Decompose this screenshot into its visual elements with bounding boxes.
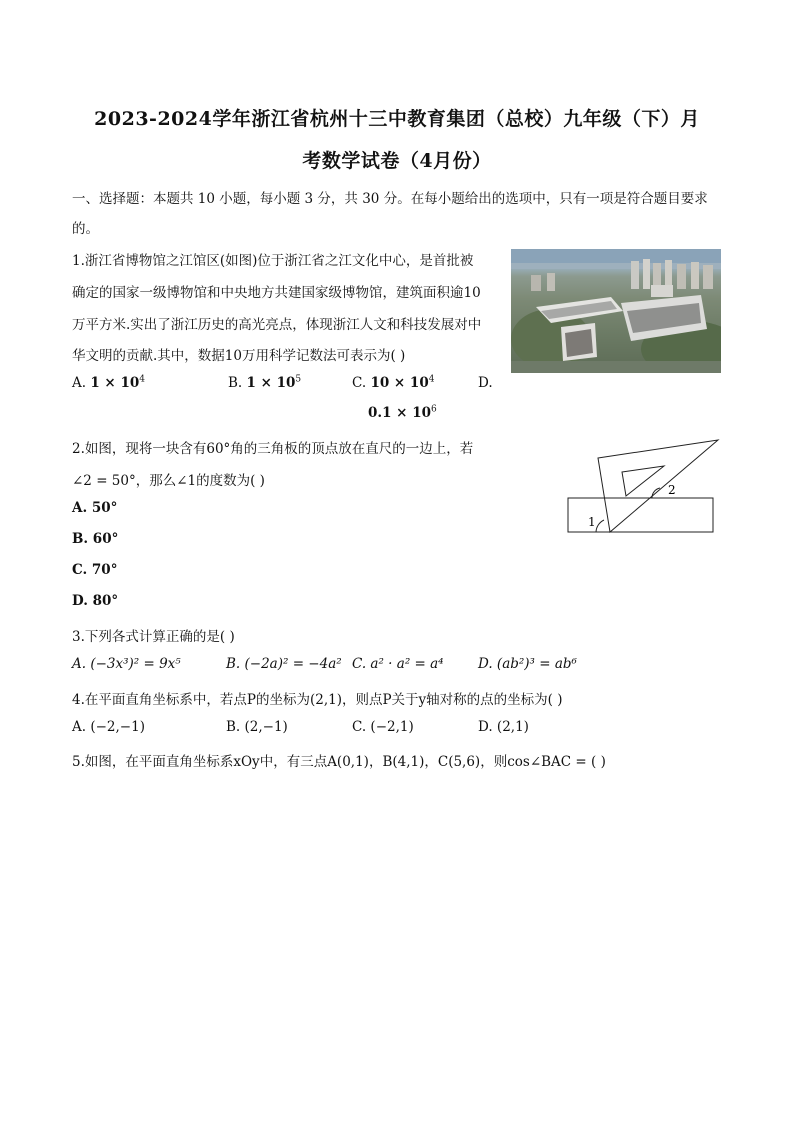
angle1-label: 1 bbox=[588, 515, 596, 529]
q2-option-c: C. 70° bbox=[72, 562, 118, 578]
q1-option-a-base: 1 × 10 bbox=[90, 375, 140, 391]
q2-stem-line2: ∠2 = 50°，那么∠1的度数为( ) bbox=[72, 473, 265, 489]
q2-option-a: A. 50° bbox=[72, 500, 118, 516]
exam-title-line1: 2023-2024学年浙江省杭州十三中教育集团（总校）九年级（下）月 bbox=[94, 108, 700, 130]
q1-option-c-exp: 4 bbox=[428, 374, 435, 385]
q3-option-d: D. (ab²)³ = ab⁶ bbox=[478, 656, 577, 672]
museum-photo-illustration bbox=[511, 249, 721, 373]
q4-option-d: D. (2,1) bbox=[478, 719, 529, 735]
q1-option-b-exp: 5 bbox=[295, 374, 302, 385]
q3-option-a: A. (−3x³)² = 9x⁵ bbox=[72, 656, 181, 672]
q1-option-b bbox=[228, 375, 301, 391]
q3-option-b: B. (−2a)² = −4a² bbox=[226, 656, 342, 672]
q2-stem-line1: 2.如图，现将一块含有60°角的三角板的顶点放在直尺的一边上，若 bbox=[72, 441, 474, 457]
q1-option-b-label: B. bbox=[228, 375, 243, 391]
q1-stem-line4: 华文明的贡献.其中，数据10万用科学记数法可表示为( ) bbox=[72, 348, 406, 364]
q1-option-c-base: 10 × 10 bbox=[370, 375, 429, 391]
q1-option-d-base: 0.1 × 10 bbox=[368, 405, 431, 421]
q1-option-c bbox=[352, 375, 434, 391]
q4-stem: 4.在平面直角坐标系中，若点P的坐标为(2,1)，则点P关于y轴对称的点的坐标为( ) bbox=[72, 692, 563, 708]
q1-stem-line1: 1.浙江省博物馆之江馆区(如图)位于浙江省之江文化中心，是首批被 bbox=[72, 253, 474, 269]
q1-stem-line3: 万平方米.实出了浙江历史的高光亮点，体现浙江人文和科技发展对中 bbox=[72, 317, 482, 333]
exam-title-line2: 考数学试卷（4月份） bbox=[302, 150, 492, 172]
q2-option-b: B. 60° bbox=[72, 531, 119, 547]
q4-option-b: B. (2,−1) bbox=[226, 719, 288, 735]
q1-stem-line2: 确定的国家一级博物馆和中央地方共建国家级博物馆，建筑面积逾10 bbox=[72, 285, 481, 301]
museum-aerial-photo bbox=[511, 249, 721, 373]
angle2-label: 2 bbox=[668, 483, 676, 497]
q2-option-d: D. 80° bbox=[72, 593, 119, 609]
angle1-arc bbox=[596, 520, 604, 532]
q1-option-a bbox=[72, 375, 145, 391]
q1-option-c-label: C. bbox=[352, 375, 367, 391]
q1-option-d bbox=[368, 405, 437, 421]
section-heading-line2: 的。 bbox=[72, 221, 99, 237]
q1-option-a-exp: 4 bbox=[139, 374, 145, 385]
triangle-outer bbox=[598, 440, 718, 532]
ruler-triangle-diagram bbox=[560, 436, 725, 536]
q1-option-a-label: A. bbox=[72, 375, 87, 391]
q4-option-a: A. (−2,−1) bbox=[72, 719, 145, 735]
q4-option-c: C. (−2,1) bbox=[352, 719, 414, 735]
q1-option-b-base: 1 × 10 bbox=[246, 375, 296, 391]
q1-option-d-label: D. bbox=[478, 375, 493, 391]
q3-stem: 3.下列各式计算正确的是( ) bbox=[72, 629, 235, 645]
q3-option-c: C. a² · a² = a⁴ bbox=[352, 656, 444, 672]
q1-option-d-exp: 6 bbox=[431, 404, 437, 415]
q5-stem: 5.如图，在平面直角坐标系xOy中，有三点A(0,1)，B(4,1)，C(5,6)，则cos∠BAC = ( ) bbox=[72, 754, 606, 770]
section-heading-line1: 一、选择题：本题共 10 小题，每小题 3 分，共 30 分。在每小题给出的选项中，只有一项是符合题目要求 bbox=[72, 191, 708, 207]
